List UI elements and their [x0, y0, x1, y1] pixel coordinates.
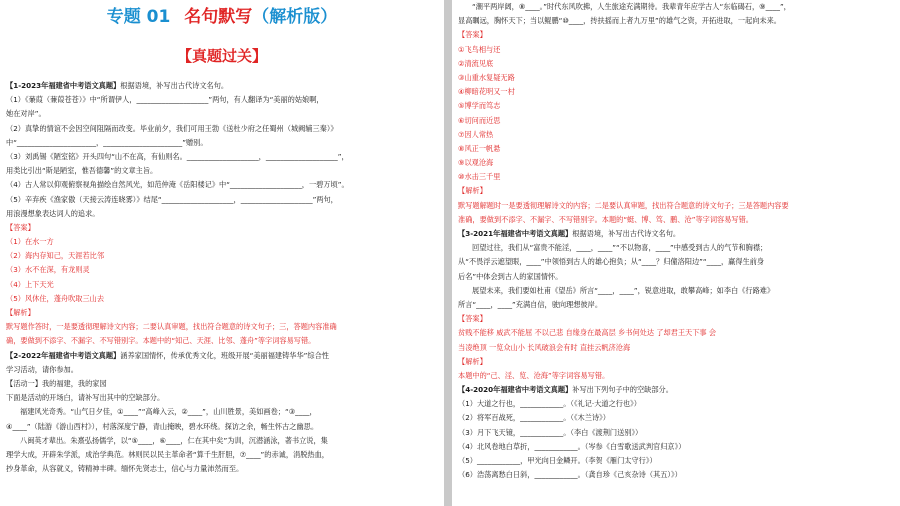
right-page — [452, 0, 900, 506]
text-line: 下面是活动的开场白，请补写出其中的空缺部分。 — [6, 393, 165, 403]
text-line: 回望过往，我们从“富贵不能淫，____，____”“不以物喜，____”中感受到古人的气节和胸襟； — [472, 243, 768, 253]
answer-line: 默写题解题时一是要透彻理解诗文的内容；二是要认真审题，找出符合题意的诗文句子；三是答题内容要 — [458, 200, 789, 210]
answer-line: ⑥切问而近思 — [458, 115, 501, 125]
text-line: 从“不畏浮云遮望眼，____”中领悟到古人的雄心抱负；从“____？归僮洛阳边”“____，赢得生前身 — [458, 257, 765, 267]
text-line: （1）《蒹葭（蒹葭苍苍）》中“所谓伊人，____________________”两句，有人翻译为“美丽的姑娘啊， — [6, 95, 324, 105]
answer-line: 【答案】 — [458, 30, 487, 40]
answer-line: 【答案】 — [6, 222, 35, 232]
left-page-content — [6, 79, 436, 476]
answer-line: （4）上下天光 — [6, 279, 54, 289]
text-line: （5）____________，甲光向日金鳞开。（李贺《雁门太守行》） — [458, 456, 657, 465]
text-line: 抄身革命，从容就义，铸精神丰碑。缅怀先贤志士，信心与力量沛然而至。 — [6, 464, 244, 474]
text-line: “潮平两岸阔，⑧____。”时代东风吹拂，人生旅途充满期待。我辈青年应学古人“东临碣石，⑨____”， — [472, 2, 791, 11]
answer-line: 确，要做到不添字、不漏字、不写错别字。本题中的“知己、天涯、比邻、蓬舟”等字词容易写错。 — [6, 336, 316, 346]
answer-line: ⑧风正一帆悬 — [458, 143, 501, 153]
text-line: 用浪漫想象表达词人的追求。 — [6, 208, 100, 218]
text-line: （2）真挚的情谊不会因空间阻隔而改变。毕业前夕，我们可用王勃《送杜少府之任蜀州（城阙辅三秦）》 — [6, 123, 338, 133]
answer-line: ⑩水击三千里 — [458, 172, 501, 182]
text-line: 福建风光奇秀。“山气日夕佳，①____”“高峰入云，②____”，山川胜景，美如画卷；“③____， — [20, 407, 317, 417]
text-line: 中“______________________，______________________”赠别。 — [6, 137, 208, 147]
text-line: （6）浩荡离愁白日斜，____________。（龚自珍《己亥杂诗（其五）》） — [458, 470, 682, 480]
question-heading: 【4-2020年福建省中考语文真题】补写出下列句子中的空缺部分。 — [458, 385, 673, 395]
answer-line: 准确，要做到不添字、不漏字、不写错别字。本题的“蜓、博、笃、鹏、沧”等字词容易写错。 — [458, 214, 753, 224]
text-line: 【活动一】我的福建，我的家园 — [6, 378, 107, 388]
answer-line: ②清流见底 — [458, 58, 494, 68]
answer-line: （1）在水一方 — [6, 237, 54, 247]
title-suffix: （解析版） — [252, 7, 338, 27]
page-gutter — [444, 0, 452, 506]
text-line: ④____”（陆游《游山西村》），村落深度宁静，青山掩映，碧水环绕。探访之余，畅生怀古之幽思。 — [6, 421, 319, 431]
answer-line: ⑨以观沧海 — [458, 158, 494, 168]
section-heading: 【真题过关】 — [176, 47, 267, 65]
document-title — [0, 5, 444, 29]
right-page-content — [458, 0, 892, 482]
answer-line: （3）水不在深，有龙则灵 — [6, 265, 90, 275]
answer-line: 【解析】 — [458, 356, 487, 366]
answer-line: （2）海内存知己，天涯若比邻 — [6, 251, 105, 261]
answer-line: ③山重水复疑无路 — [458, 72, 515, 82]
answer-line: 【解析】 — [458, 186, 487, 196]
question-heading: 【1-2023年福建省中考语文真题】根据语境，补写出古代诗文名句。 — [6, 81, 229, 90]
text-line: 八闽英才辈出。朱熹弘扬儒学，以“⑤____，⑥____，仁在其中矣”为训，沉潜涵泳，著书立说，集 — [20, 435, 328, 445]
question-heading: 【3-2021年福建省中考语文真题】根据语境，补写出古代诗文名句。 — [458, 229, 681, 238]
text-line: （3）刘禹锡《陋室铭》开头四句“山不在高，有仙则名。____________________，____________________”， — [6, 151, 349, 161]
text-line: 后名”中体会到古人的家国情怀。 — [458, 271, 563, 281]
title-topic: 专题 01 — [106, 7, 171, 27]
text-line: 显高瞩远，胸怀天下；当以鲲鹏“⑩____，抟扶摇而上者九万里”的雄气之资，开拓进取，一起向未来。 — [458, 16, 781, 26]
text-line: （4）北风卷地白草折，____________。（岑参《白雪歌送武判官归京》） — [458, 441, 686, 451]
text-line: 学习活动，请你参加。 — [6, 364, 78, 374]
left-page — [0, 0, 444, 506]
answer-line: （5）风休住，蓬舟吹取三山去 — [6, 293, 105, 303]
text-line: （3）月下飞天镜，____________。（李白《渡荆门送别》） — [458, 427, 643, 437]
text-line: 用类比引出“斯是陋室，惟吾德馨”的文章主旨。 — [6, 166, 158, 176]
answer-line: 贫贱不能移 威武不能屈 不以己悲 自缘身在最高层 乡书何处达 了却君王天下事 会 — [458, 328, 717, 338]
text-line: 理学大成，开辟朱学派，成治学典范。林则民以民主革命者“算千生肝胆，⑦____”的赤诚，涓脱热血， — [6, 449, 329, 459]
answer-line: ①飞鸟相与还 — [458, 44, 501, 54]
answer-line: ⑦因人常热 — [458, 129, 494, 139]
text-line: 所言“____，____”充满自信，驶向理想彼岸。 — [458, 299, 603, 309]
text-line: （1）大道之行也，____________。（《礼记·大道之行也》） — [458, 399, 641, 409]
answer-line: ⑤博学而笃志 — [458, 101, 501, 111]
answer-line: 本题中的“己、淫、览、沧海”等字词容易写错。 — [458, 370, 610, 380]
question-heading: 【2-2022年福建省中考语文真题】涵养家国情怀，传承优秀文化，班级开展“美丽福建铸华华”综合性 — [6, 350, 329, 360]
answer-line: 【解析】 — [6, 308, 35, 317]
answer-line: 【答案】 — [458, 314, 487, 324]
text-line: （2）将军百战死，____________。（《木兰诗》） — [458, 413, 610, 423]
answer-line: 默写题作答时，一是要透彻理解诗文内容；二要认真审题，找出符合题意的诗文句子；三，答题内容准确 — [6, 322, 337, 332]
answer-line: 当凌绝顶 一览众山小 长风破浪会有时 直挂云帆济沧海 — [458, 342, 631, 352]
answer-line: ④柳暗花明又一村 — [458, 87, 515, 97]
text-line: （4）古人常以仰观俯察视角描绘自然风光，如范仲淹《岳阳楼记》中“____________________，一碧万顷”。 — [6, 180, 349, 190]
text-line: 她在对岸”。 — [6, 109, 46, 119]
text-line: 展望未来，我们要如杜甫《望岳》所言“____，____”，锐意进取，敢攀高峰；如李白《行路难》 — [472, 285, 775, 295]
text-line: （5）辛弃疾《渔家傲（天接云涛连晓雾）》结尾“____________________，____________________”两句， — [6, 194, 338, 204]
title-main: 名句默写 — [184, 7, 253, 27]
